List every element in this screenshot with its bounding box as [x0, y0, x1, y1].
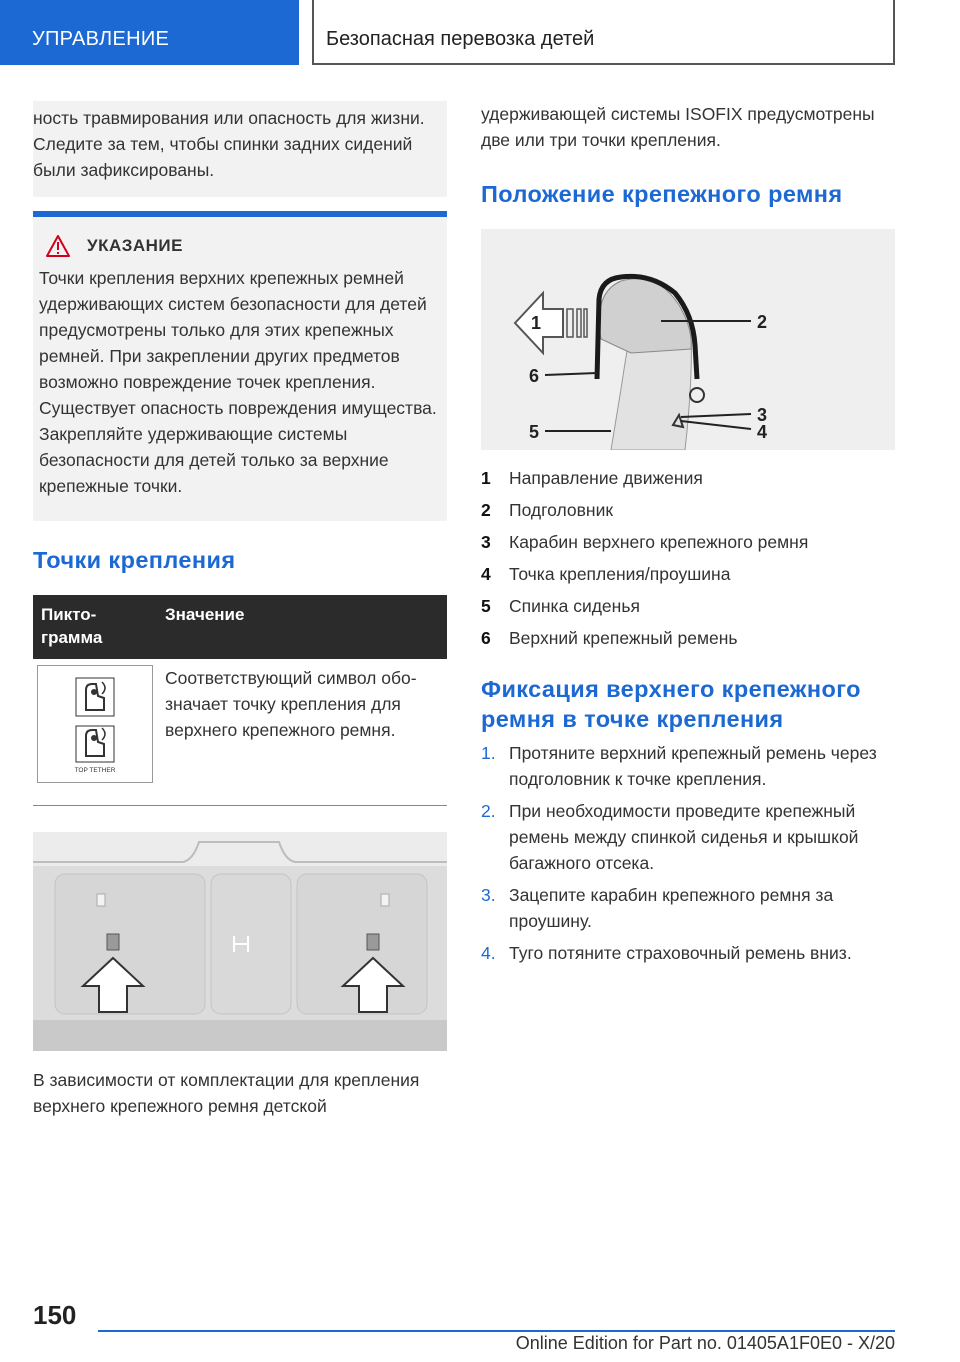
section-heading-fixing-strap: Фиксация верхнего крепежного ремня в точке крепления	[481, 676, 861, 732]
list-item	[481, 558, 895, 590]
legend-number: 2	[481, 500, 491, 520]
right-column	[481, 101, 895, 972]
pictogram-cell	[33, 659, 157, 806]
legend-label: Подголовник	[509, 500, 614, 520]
list-item	[481, 622, 895, 654]
section-heading-strap-position: Положение крепежного ремня	[481, 181, 843, 207]
isofix-text: удерживающей системы ISOFIX предусмотрены две или три точки крепления.	[481, 104, 875, 150]
intro-warning-text: ность травмирования или опасность для жизни. Следите за тем, чтобы спинки задних сидений были зафиксированы.	[33, 108, 425, 180]
footer-edition: Online Edition for Part no. 01405A1F0E0 - X/20	[515, 1333, 895, 1353]
legend-number: 5	[481, 596, 491, 616]
table-header-pictogram: Пиктограмма	[33, 595, 157, 659]
legend-number: 1	[481, 468, 491, 488]
photo-caption: В зависимости от комплектации для крепления верхнего крепежного ремня детской	[33, 1070, 420, 1116]
diagram-label-5: 5	[529, 422, 540, 442]
step-text: Протяните верхний крепежный ремень через подголовник к точке крепления.	[509, 743, 877, 789]
step-text: При необходимости проведите крепежный ремень между спинкой сиденья и крышкой багажного отсека.	[509, 801, 859, 873]
list-item	[481, 940, 895, 966]
left-column	[33, 101, 447, 1119]
table-row	[33, 659, 447, 806]
legend-label: Карабин верхнего крепежного ремня	[509, 532, 809, 552]
table-header-meaning: Значение	[157, 595, 447, 659]
step-text: Туго потяните страховочный ремень вниз.	[509, 943, 852, 963]
diagram-label-3: 3	[757, 405, 768, 425]
note-box	[33, 217, 447, 521]
diagram-label-2: 2	[757, 312, 768, 332]
list-item	[481, 740, 895, 792]
list-item	[481, 526, 895, 558]
note-text: Точки крепления верхних крепежных ремней удерживающих систем безопасности для детей предусмотрены только для этих крепежных ремней. При закреплении других предметов возможно повреждение точек крепления. Существует опасность повреждения имущества. Закрепляйте удерживающие системы безопасности для детей только за верхние крепежные точки.	[39, 268, 437, 496]
trunk-anchor-illustration	[33, 832, 447, 1051]
legend-label: Верхний крепежный ремень	[509, 628, 738, 648]
pictogram-frame	[37, 665, 153, 783]
step-text: Зацепите карабин крепежного ремня за проушину.	[509, 885, 834, 931]
legend-number: 6	[481, 628, 491, 648]
list-item	[481, 882, 895, 934]
diagram-label-4: 4	[757, 422, 768, 442]
diagram-legend	[481, 462, 895, 654]
note-header	[45, 233, 439, 259]
headrest-strap-illustration	[481, 229, 895, 450]
pictogram-table	[33, 595, 447, 806]
steps-list	[481, 740, 895, 966]
step-number: 2.	[481, 801, 496, 821]
list-item	[481, 798, 895, 876]
list-item	[481, 590, 895, 622]
legend-number: 4	[481, 564, 491, 584]
step-number: 1.	[481, 743, 496, 763]
legend-number: 3	[481, 532, 491, 552]
anchor-points-photo	[33, 832, 447, 1051]
header-page-title: Безопасная перевозка детей	[312, 0, 895, 65]
page-number: 150	[33, 1300, 77, 1330]
legend-label: Точка крепления/проушина	[509, 564, 731, 584]
header-section-label: УПРАВЛЕНИЕ	[0, 0, 299, 65]
top-tether-label: TOP TETHER	[74, 767, 116, 774]
child-seat-anchor-icon	[38, 666, 152, 782]
list-item	[481, 494, 895, 526]
warning-triangle-icon	[45, 234, 71, 258]
note-heading: УКАЗАНИЕ	[87, 236, 183, 255]
section-heading-anchor-points: Точки крепления	[33, 547, 236, 573]
step-number: 3.	[481, 885, 496, 905]
intro-warning-box	[33, 101, 447, 197]
footer-divider	[98, 1330, 895, 1332]
list-item	[481, 462, 895, 494]
strap-position-diagram	[481, 229, 895, 450]
diagram-label-6: 6	[529, 366, 540, 386]
legend-label: Спинка сиденья	[509, 596, 640, 616]
diagram-label-1: 1	[531, 313, 542, 333]
legend-label: Направление движения	[509, 468, 703, 488]
step-number: 4.	[481, 943, 496, 963]
meaning-cell: Соответствующий символ обозначает точку крепления для верхнего крепежного ремня.	[157, 659, 447, 806]
